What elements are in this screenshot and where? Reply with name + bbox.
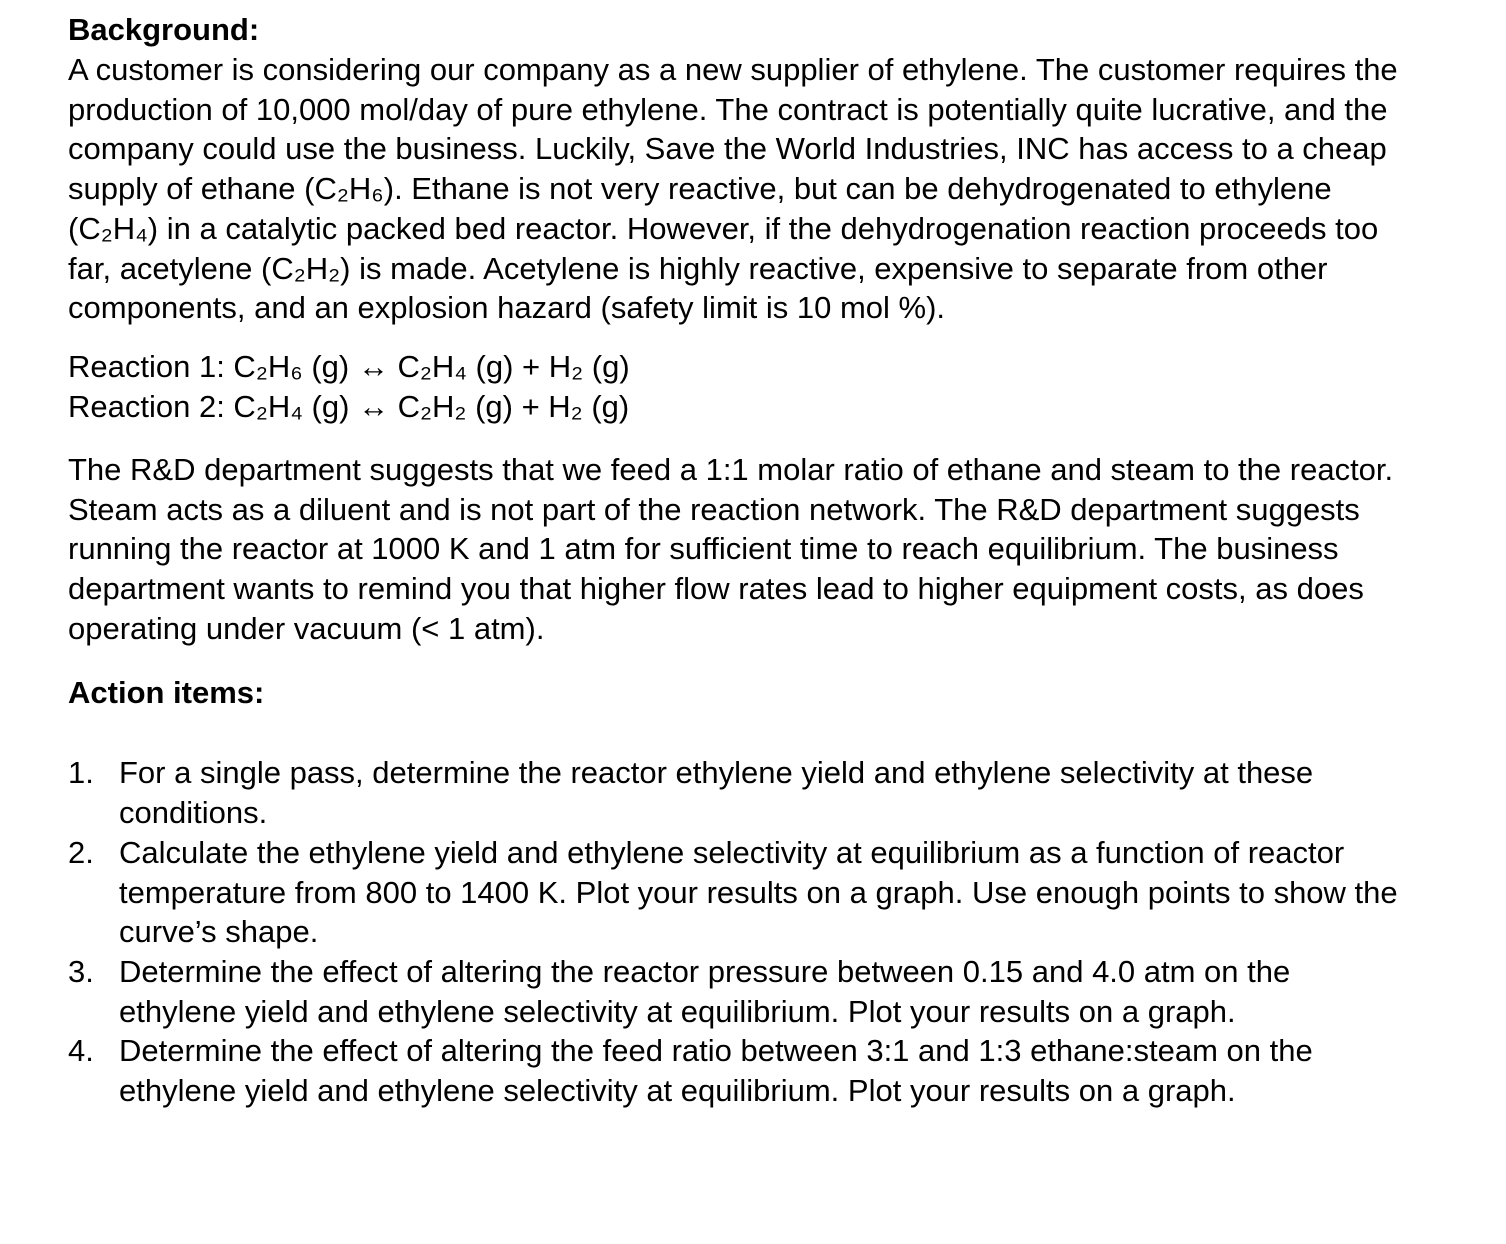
item-number: 2. <box>68 834 94 870</box>
item-number: 3. <box>68 953 94 989</box>
action-items-list <box>68 753 1398 1110</box>
item-text: For a single pass, determine the reactor ethylene yield and ethylene selectivity at these conditions. <box>119 755 1314 831</box>
conditions-paragraph: The R&D department suggests that we feed a 1:1 molar ratio of ethane and steam to the reactor. Steam acts as a diluent and is not part of the reaction network. The R&D department suggests running the reactor at 1000 K and 1 atm for sufficient time to reach equilibrium. The business department wants to remind you that higher flow rates lead to higher equipment costs, as does operating under vacuum (< 1 atm). <box>68 451 1394 646</box>
item-text: Calculate the ethylene yield and ethylene selectivity at equilibrium as a function of reactor temperature from 800 to 1400 K. Plot your results on a graph. Use enough points to show the curve’s shape. <box>119 834 1398 950</box>
item-number: 1. <box>68 755 94 791</box>
background-paragraph: A customer is considering our company as a new supplier of ethylene. The customer requires the production of 10,000 mol/day of pure ethylene. The contract is potentially quite lucrative, and the company could use the business. Luckily, Save the World Industries, INC has access to a cheap supply of ethane (C₂H₆). Ethane is not very reactive, but can be dehydrogenated to ethylene (C₂H₄) in a catalytic packed bed reactor. However, if the dehydrogenation reaction proceeds too far, acetylene (C₂H₂) is made. Acetylene is highly reactive, expensive to separate from other components, and an explosion hazard (safety limit is 10 mol %). <box>68 52 1398 326</box>
item-text: Determine the effect of altering the reactor pressure between 0.15 and 4.0 atm on the ethylene yield and ethylene selectivity at equilibrium. Plot your results on a graph. <box>119 953 1291 1029</box>
item-text: Determine the effect of altering the feed ratio between 3:1 and 1:3 ethane:steam on the ethylene yield and ethylene selectivity at equilibrium. Plot your results on a graph. <box>119 1033 1313 1109</box>
background-heading: Background: <box>68 12 260 47</box>
reactions-block <box>68 347 1398 427</box>
list-item <box>68 1031 1398 1110</box>
reaction-1: Reaction 1: C₂H₆ (g) ↔ C₂H₄ (g) + H₂ (g) <box>68 348 630 384</box>
item-number: 4. <box>68 1033 94 1069</box>
action-items-heading: Action items: <box>68 675 265 711</box>
list-item <box>68 753 1398 832</box>
list-item <box>68 952 1398 1031</box>
reaction-2: Reaction 2: C₂H₄ (g) ↔ C₂H₂ (g) + H₂ (g) <box>68 388 630 424</box>
document <box>68 10 1398 1111</box>
list-item <box>68 833 1398 952</box>
